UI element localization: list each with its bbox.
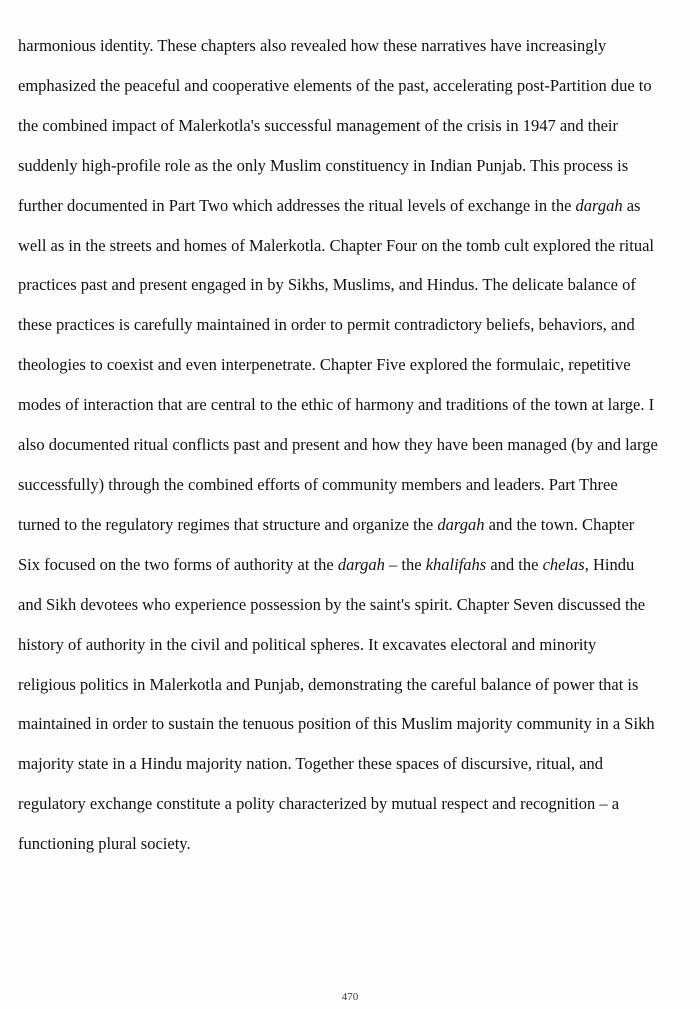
text-line — [18, 665, 690, 705]
text-run: and Sikh devotees who experience possession by the saint's spirit. Chapter Seven discussed the — [18, 594, 646, 614]
text-run: majority state in a Hindu majority nation. Together these spaces of discursive, ritual, and — [18, 754, 604, 774]
text-run: maintained in order to sustain the tenuous position of this Muslim majority community in a Sikh — [18, 714, 655, 734]
text-run: as — [622, 195, 641, 215]
text-line — [18, 625, 690, 665]
text-run: these practices is carefully maintained in order to permit contradictory beliefs, behaviors, and — [18, 315, 635, 335]
text-line — [18, 784, 690, 824]
text-run: suddenly high-profile role as the only Muslim constituency in Indian Punjab. This process is — [18, 155, 629, 175]
text-line — [18, 704, 690, 744]
text-run: practices past and present engaged in by Sikhs, Muslims, and Hindus. The delicate balance of — [18, 275, 636, 295]
text-line — [18, 824, 690, 864]
text-line — [18, 545, 690, 585]
text-line — [18, 106, 690, 146]
text-run: turned to the regulatory regimes that structure and organize the — [18, 514, 438, 534]
text-line — [18, 305, 690, 345]
text-run: – the — [384, 554, 426, 574]
text-run: and the — [486, 554, 543, 574]
italic-term: dargah — [437, 514, 485, 534]
text-run: harmonious identity. These chapters also revealed how these narratives have increasingly — [18, 36, 607, 55]
text-run: also documented ritual conflicts past and present and how they have been managed (by and large — [18, 435, 658, 455]
text-run: history of authority in the civil and political spheres. It excavates electoral and minority — [18, 634, 597, 654]
text-line — [18, 186, 690, 226]
body-paragraph — [18, 26, 690, 864]
text-line — [18, 345, 690, 385]
text-run: the combined impact of Malerkotla's successful management of the crisis in 1947 and their — [18, 115, 619, 135]
text-line — [18, 425, 690, 465]
text-line — [18, 744, 690, 784]
text-run: well as in the streets and homes of Malerkotla. Chapter Four on the tomb cult explored the ritual — [18, 235, 655, 255]
text-run: Six focused on the two forms of authority at the — [18, 554, 338, 574]
text-run: successfully) through the combined efforts of community members and leaders. Part Three — [18, 474, 618, 494]
text-run: further documented in Part Two which addresses the ritual levels of exchange in the — [18, 195, 576, 215]
page-number: 470 — [341, 991, 359, 1003]
italic-term: dargah — [337, 554, 385, 574]
text-run: functioning plural society. — [18, 834, 191, 854]
text-run: emphasized the peaceful and cooperative elements of the past, accelerating post-Partition due to — [18, 75, 652, 95]
italic-term: chelas — [542, 554, 585, 574]
text-line — [18, 505, 690, 545]
text-line — [18, 226, 690, 266]
text-run: , Hindu — [584, 554, 635, 574]
text-run: regulatory exchange constitute a polity characterized by mutual respect and recognition – a — [18, 794, 620, 814]
text-line — [18, 66, 690, 106]
text-line — [18, 26, 690, 66]
text-run: modes of interaction that are central to the ethic of harmony and traditions of the town at large. I — [18, 395, 655, 415]
text-line — [18, 465, 690, 505]
text-run: religious politics in Malerkotla and Punjab, demonstrating the careful balance of power that is — [18, 674, 639, 694]
text-line — [18, 385, 690, 425]
italic-term: dargah — [575, 195, 623, 215]
italic-term: khalifahs — [425, 554, 487, 574]
text-line — [18, 585, 690, 625]
text-line — [18, 265, 690, 305]
text-line — [18, 146, 690, 186]
text-run: and the town. Chapter — [484, 514, 635, 534]
text-run: theologies to coexist and even interpenetrate. Chapter Five explored the formulaic, repetitive — [18, 355, 631, 375]
